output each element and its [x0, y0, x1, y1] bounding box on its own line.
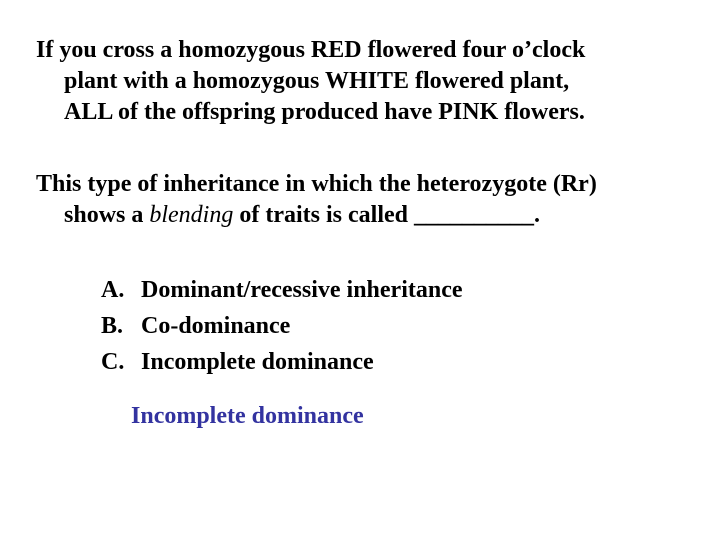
option-text: Co-dominance [141, 313, 291, 339]
option-c [101, 344, 463, 380]
prompt-line-2-after: of traits is called __________. [233, 202, 540, 228]
prompt-line-2 [36, 200, 706, 231]
option-letter: B. [101, 313, 124, 339]
blending-emphasis: blending [149, 202, 234, 228]
prompt-line-1: This type of inheritance in which the heterozygote (Rr) [36, 171, 597, 197]
option-letter: C. [101, 349, 125, 375]
answer-reveal: Incomplete dominance [131, 403, 364, 429]
answer-options-list [101, 272, 463, 380]
option-text: Dominant/recessive inheritance [141, 277, 463, 303]
option-text: Incomplete dominance [141, 349, 374, 375]
question-paragraph [36, 35, 706, 128]
prompt-paragraph [36, 169, 706, 231]
question-line-1: If you cross a homozygous RED flowered four o’clock [36, 37, 586, 63]
prompt-line-2-before: shows a [64, 202, 150, 228]
option-b [101, 308, 463, 344]
option-letter: A. [101, 277, 125, 303]
question-line-2: plant with a homozygous WHITE flowered plant, [64, 68, 570, 94]
question-line-3: ALL of the offspring produced have PINK flowers. [64, 99, 585, 125]
option-a [101, 272, 463, 308]
